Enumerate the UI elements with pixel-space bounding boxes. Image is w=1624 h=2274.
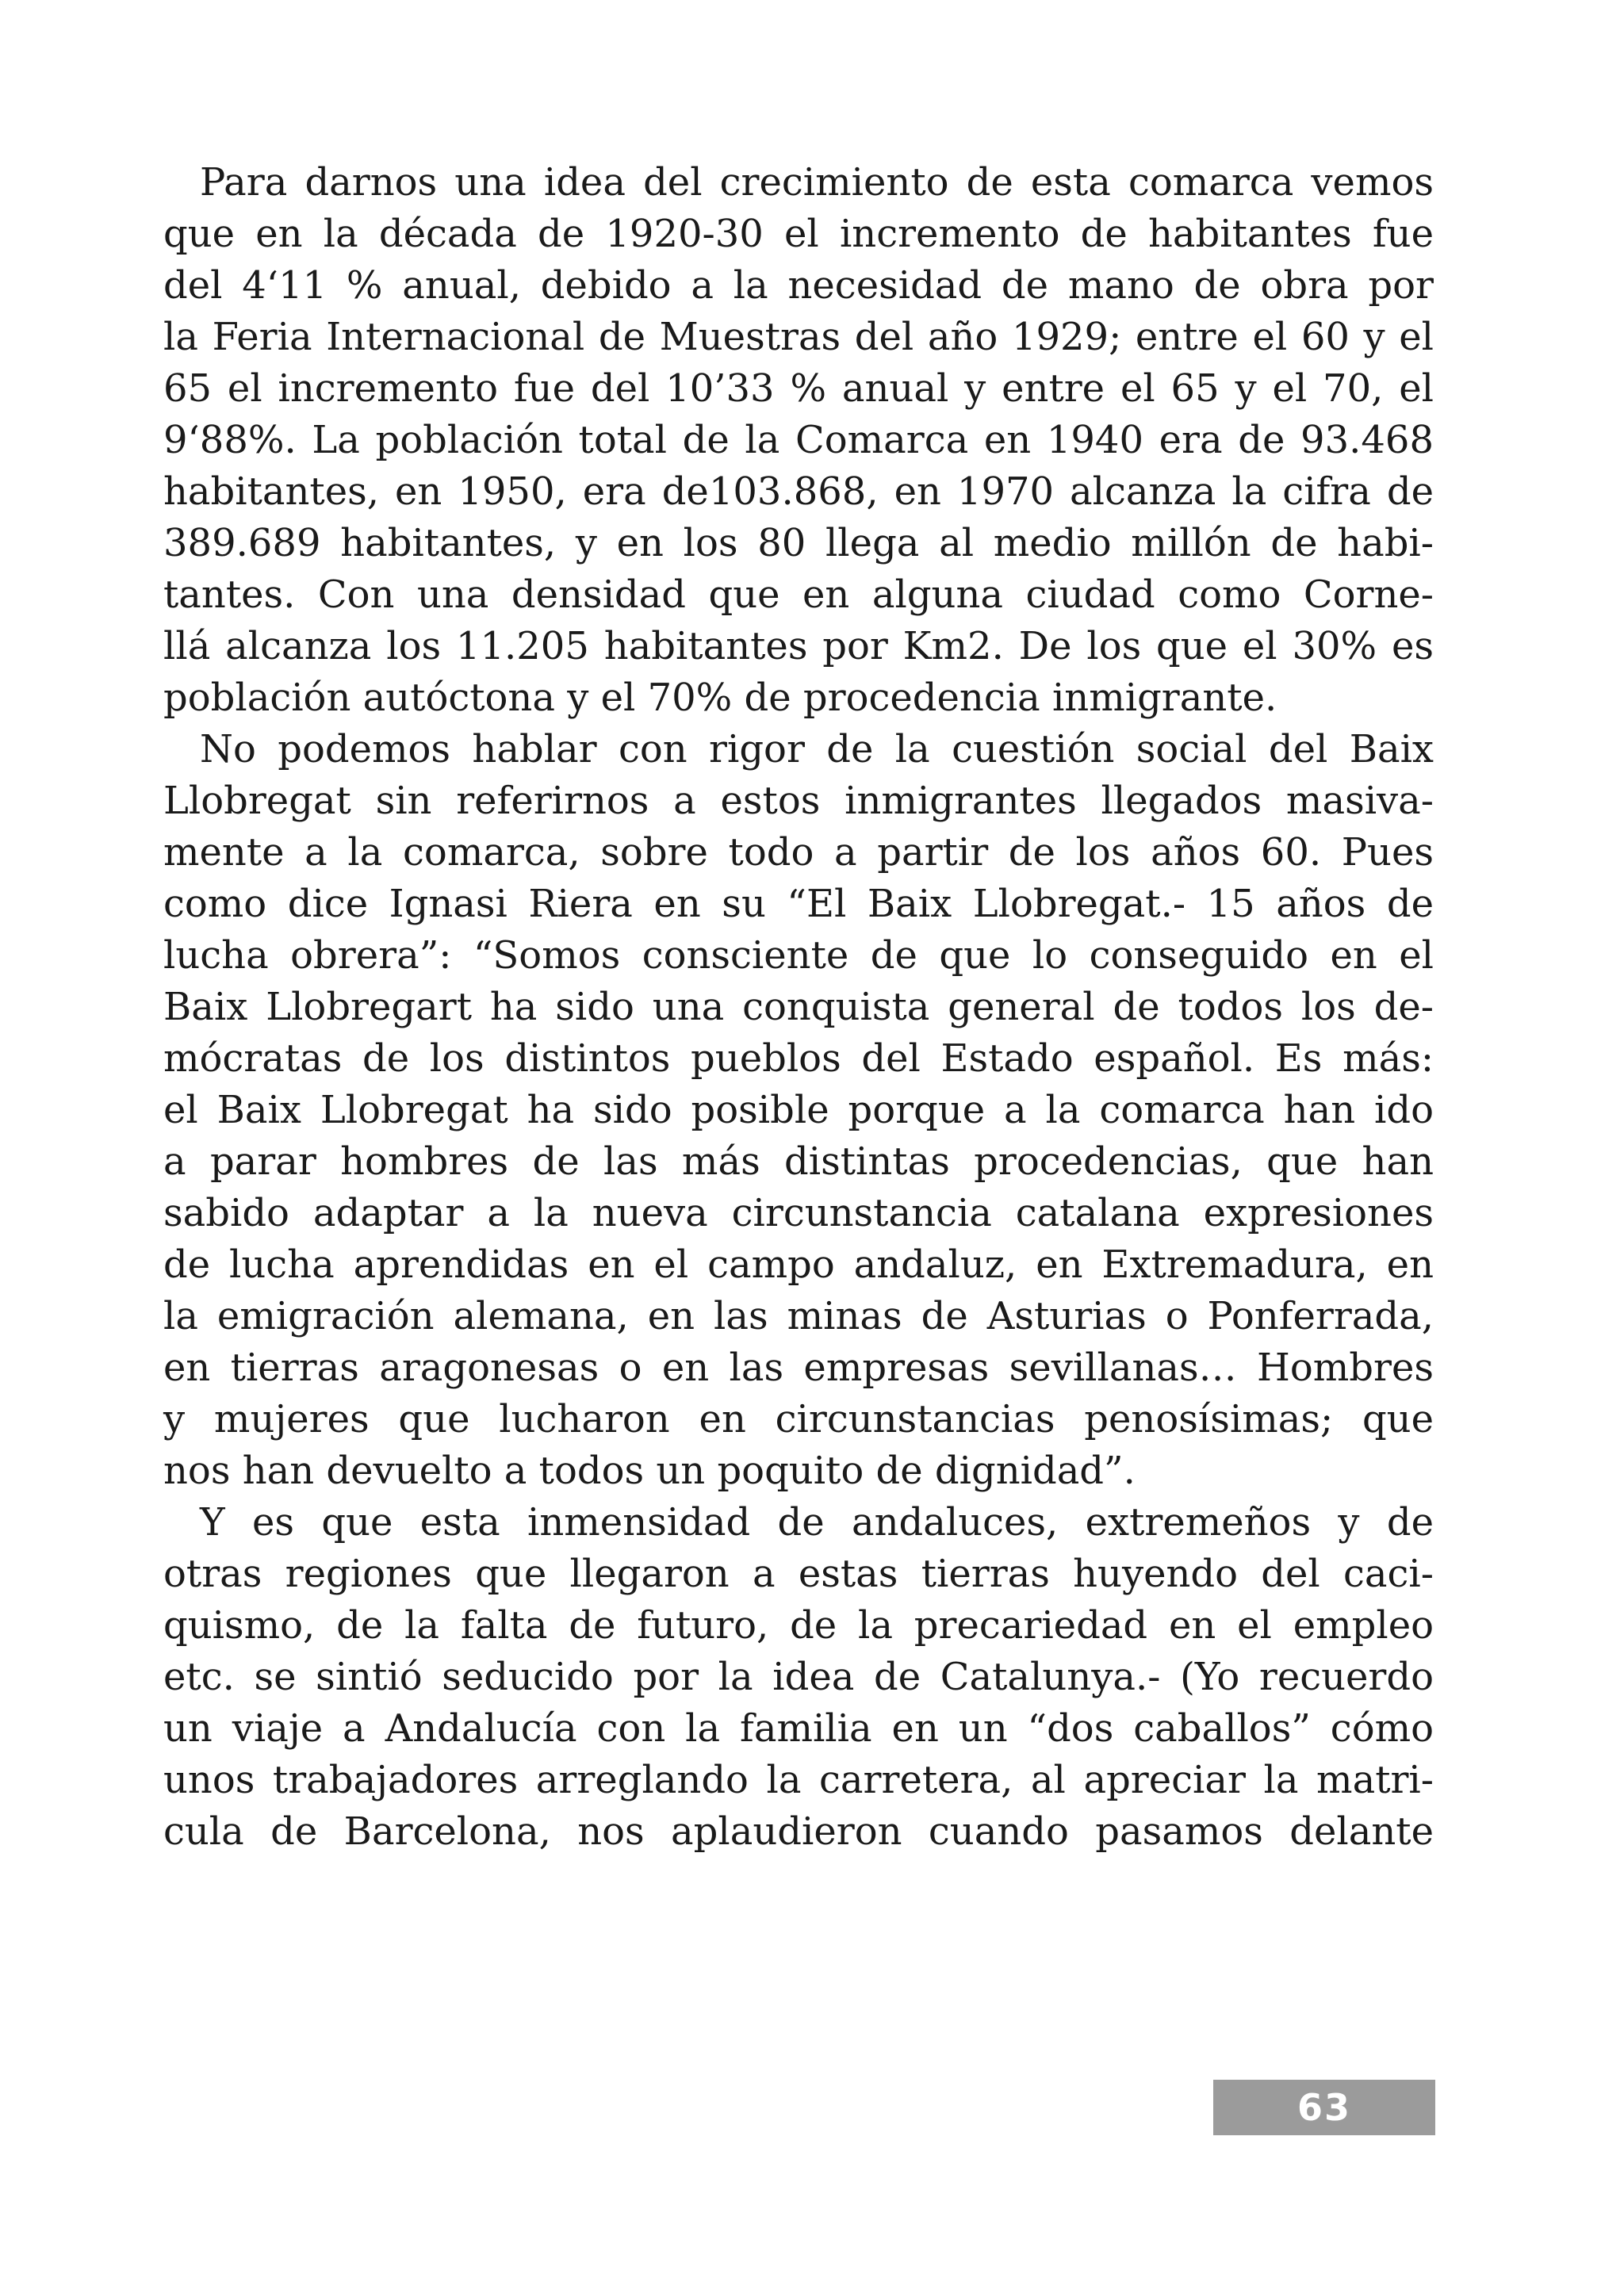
page-number-badge xyxy=(1213,2080,1435,2135)
paragraph-3 xyxy=(163,1497,1434,1858)
text-line: un viaje a Andalucía con la familia en un “dos caballos” cómo xyxy=(163,1706,1434,1751)
text-line: sabido adaptar a la nueva circunstancia catalana expresiones xyxy=(163,1191,1434,1235)
text-line: de lucha aprendidas en el campo andaluz, en Extremadura, en xyxy=(163,1242,1434,1287)
text-line: la emigración alemana, en las minas de Asturias o Ponferrada, xyxy=(163,1294,1434,1338)
text-line: otras regiones que llegaron a estas tierras huyendo del caci- xyxy=(163,1552,1434,1596)
text-line: que en la década de 1920-30 el incremento de habitantes fue xyxy=(163,212,1434,256)
paragraph-1 xyxy=(163,157,1434,724)
text-line: 389.689 habitantes, y en los 80 llega al medio millón de habi- xyxy=(163,521,1434,565)
text-line: en tierras aragonesas o en las empresas sevillanas… Hombres xyxy=(163,1346,1434,1390)
page-number: 63 xyxy=(1297,2086,1351,2129)
text-line: del 4‘11 % anual, debido a la necesidad de mano de obra por xyxy=(163,263,1434,308)
text-line: población autóctona y el 70% de procedencia inmigrante. xyxy=(163,676,1277,720)
text-line: a parar hombres de las más distintas procedencias, que han xyxy=(163,1139,1434,1184)
text-line: Para darnos una idea del crecimiento de esta comarca vemos xyxy=(200,160,1434,205)
text-line: quismo, de la falta de futuro, de la precariedad en el empleo xyxy=(163,1603,1434,1648)
text-line: lucha obrera”: “Somos consciente de que lo conseguido en el xyxy=(163,933,1434,978)
text-line: la Feria Internacional de Muestras del año 1929; entre el 60 y el xyxy=(163,315,1434,359)
body-text xyxy=(163,157,1434,1858)
text-line: como dice Ignasi Riera en su “El Baix Llobregat.- 15 años de xyxy=(163,882,1434,926)
paragraph-2 xyxy=(163,724,1434,1497)
text-line: tantes. Con una densidad que en alguna ciudad como Corne- xyxy=(163,572,1434,617)
text-line: unos trabajadores arreglando la carretera, al apreciar la matri- xyxy=(163,1758,1434,1802)
text-line: nos han devuelto a todos un poquito de dignidad”. xyxy=(163,1449,1136,1493)
text-line: Llobregat sin referirnos a estos inmigrantes llegados masiva- xyxy=(163,779,1434,823)
text-line: 65 el incremento fue del 10’33 % anual y entre el 65 y el 70, el xyxy=(163,366,1434,411)
text-line: llá alcanza los 11.205 habitantes por Km2. De los que el 30% es xyxy=(163,624,1434,668)
text-line: etc. se sintió seducido por la idea de Catalunya.- (Yo recuerdo xyxy=(163,1655,1434,1699)
text-line: No podemos hablar con rigor de la cuestión social del Baix xyxy=(200,727,1434,771)
text-line: habitantes, en 1950, era de103.868, en 1970 alcanza la cifra de xyxy=(163,469,1434,514)
text-line: mócratas de los distintos pueblos del Estado español. Es más: xyxy=(163,1036,1434,1081)
text-line: 9‘88%. La población total de la Comarca en 1940 era de 93.468 xyxy=(163,418,1434,462)
text-line: mente a la comarca, sobre todo a partir de los años 60. Pues xyxy=(163,830,1434,875)
text-line: el Baix Llobregat ha sido posible porque a la comarca han ido xyxy=(163,1088,1434,1132)
text-line: y mujeres que lucharon en circunstancias penosísimas; que xyxy=(163,1397,1434,1441)
text-line: Baix Llobregart ha sido una conquista general de todos los de- xyxy=(163,985,1434,1029)
text-line: Y es que esta inmensidad de andaluces, extremeños y de xyxy=(200,1500,1434,1545)
text-line: cula de Barcelona, nos aplaudieron cuando pasamos delante xyxy=(163,1809,1434,1854)
